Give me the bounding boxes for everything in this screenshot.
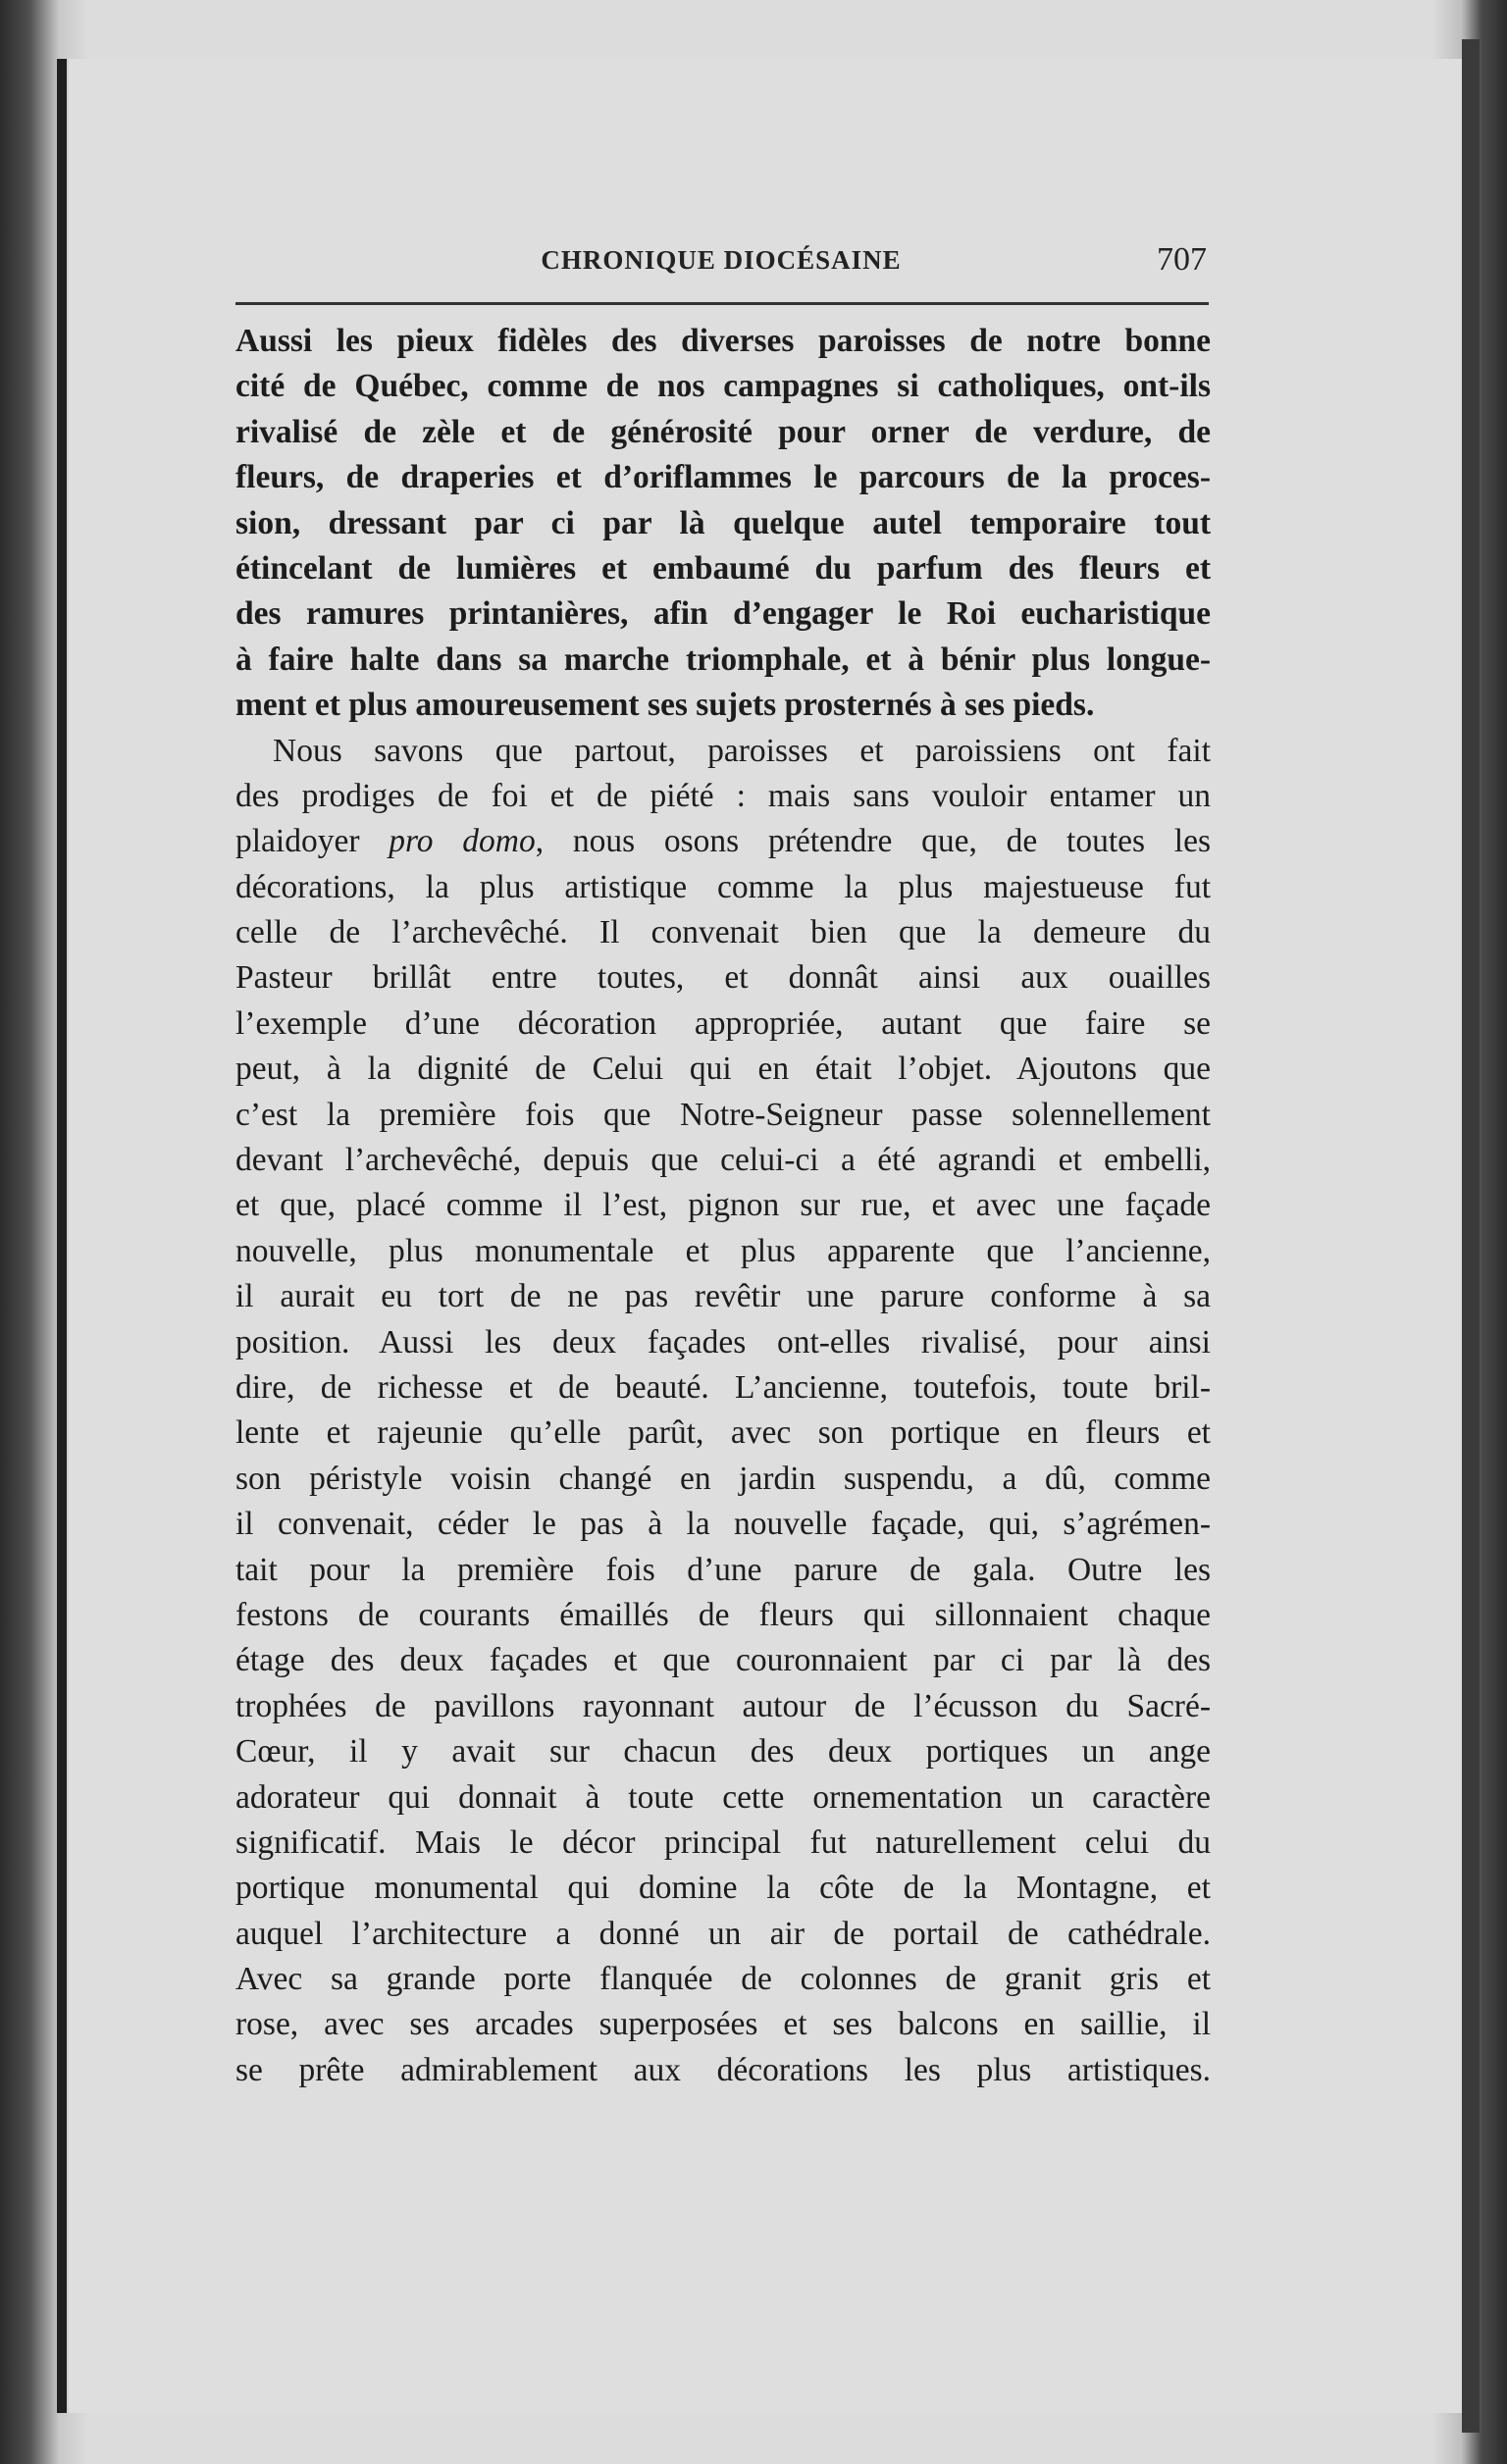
- text-line: et que, placé comme il l’est, pignon sur rue, et avec une façade: [235, 1187, 1211, 1224]
- text-line: sion, dressant par ci par là quelque autel temporaire tout: [235, 504, 1211, 541]
- text-line: lente et rajeunie qu’elle parût, avec son portique en fleurs et: [235, 1414, 1211, 1452]
- text-line: fleurs, de draperies et d’oriflammes le parcours de la proces-: [235, 459, 1211, 496]
- body-text: [235, 319, 1211, 2093]
- binding-shadow: [57, 59, 67, 2413]
- text-line: rivalisé de zèle et de générosité pour orner de verdure, de: [235, 413, 1211, 450]
- page-header: [235, 241, 1207, 304]
- running-title: CHRONIQUE DIOCÉSAINE: [541, 245, 902, 275]
- text-line: plaidoyer pro domo, nous osons prétendre que, de toutes les: [235, 823, 1211, 860]
- text-line: trophées de pavillons rayonnant autour de l’écusson du Sacré-: [235, 1687, 1211, 1724]
- text-line: son péristyle voisin changé en jardin suspendu, a dû, comme: [235, 1460, 1211, 1497]
- text-line: décorations, la plus artistique comme la plus majestueuse fut: [235, 868, 1211, 905]
- text-line: se prête admirablement aux décorations les plus artistiques.: [235, 2051, 1211, 2088]
- text-line: des prodiges de foi et de piété : mais sans vouloir entamer un: [235, 777, 1211, 814]
- text-line: Avec sa grande porte flanquée de colonnes de granit gris et: [235, 1961, 1211, 1998]
- text-line: nouvelle, plus monumentale et plus apparente que l’ancienne,: [235, 1232, 1211, 1269]
- text-line: significatif. Mais le décor principal fut naturellement celui du: [235, 1823, 1211, 1861]
- text-line: tait pour la première fois d’une parure de gala. Outre les: [235, 1551, 1211, 1588]
- text-line: rose, avec ses arcades superposées et ses balcons en saillie, il: [235, 2006, 1211, 2043]
- text-line: étage des deux façades et que couronnaient par ci par là des: [235, 1642, 1211, 1679]
- header-rule: [235, 302, 1209, 305]
- paragraph-1: [235, 319, 1211, 729]
- text-line: celle de l’archevêché. Il convenait bien que la demeure du: [235, 914, 1211, 951]
- text-line: étincelant de lumières et embaumé du parfum des fleurs et: [235, 549, 1211, 587]
- text-line: peut, à la dignité de Celui qui en était l’objet. Ajoutons que: [235, 1051, 1211, 1088]
- text-line: devant l’archevêché, depuis que celui-ci a été agrandi et embelli,: [235, 1142, 1211, 1179]
- text-line: il aurait eu tort de ne pas revêtir une parure conforme à sa: [235, 1278, 1211, 1315]
- text-line: portique monumental qui domine la côte de la Montagne, et: [235, 1870, 1211, 1907]
- text-line: position. Aussi les deux façades ont-elles rivalisé, pour ainsi: [235, 1323, 1211, 1360]
- text-line: ment et plus amoureusement ses sujets prosternés à ses pieds.: [235, 687, 1095, 724]
- page-number: 707: [1157, 241, 1207, 278]
- page-edge-shadow: [1462, 39, 1480, 2433]
- text-line: adorateur qui donnait à toute cette ornementation un caractère: [235, 1778, 1211, 1816]
- text-line: Nous savons que partout, paroisses et paroissiens ont fait: [273, 732, 1211, 769]
- text-line: cité de Québec, comme de nos campagnes si catholiques, ont-ils: [235, 368, 1211, 405]
- text-line: c’est la première fois que Notre-Seigneur passe solennellement: [235, 1096, 1211, 1133]
- text-line: il convenait, céder le pas à la nouvelle façade, qui, s’agrémen-: [235, 1506, 1211, 1543]
- text-line: à faire halte dans sa marche triomphale, et à bénir plus longue-: [235, 641, 1211, 678]
- paragraph-2: [235, 729, 1211, 2094]
- text-line: l’exemple d’une décoration appropriée, autant que faire se: [235, 1004, 1211, 1042]
- text-line: Cœur, il y avait sur chacun des deux portiques un ange: [235, 1733, 1211, 1771]
- text-line: dire, de richesse et de beauté. L’ancienne, toutefois, toute bril-: [235, 1368, 1211, 1406]
- text-line: festons de courants émaillés de fleurs qui sillonnaient chaque: [235, 1596, 1211, 1633]
- text-line: auquel l’architecture a donné un air de portail de cathédrale.: [235, 1915, 1211, 1952]
- text-line: Aussi les pieux fidèles des diverses paroisses de notre bonne: [235, 323, 1211, 359]
- text-line: Pasteur brillât entre toutes, et donnât ainsi aux ouailles: [235, 959, 1211, 997]
- text-line: des ramures printanières, afin d’engager le Roi eucharistique: [235, 595, 1211, 633]
